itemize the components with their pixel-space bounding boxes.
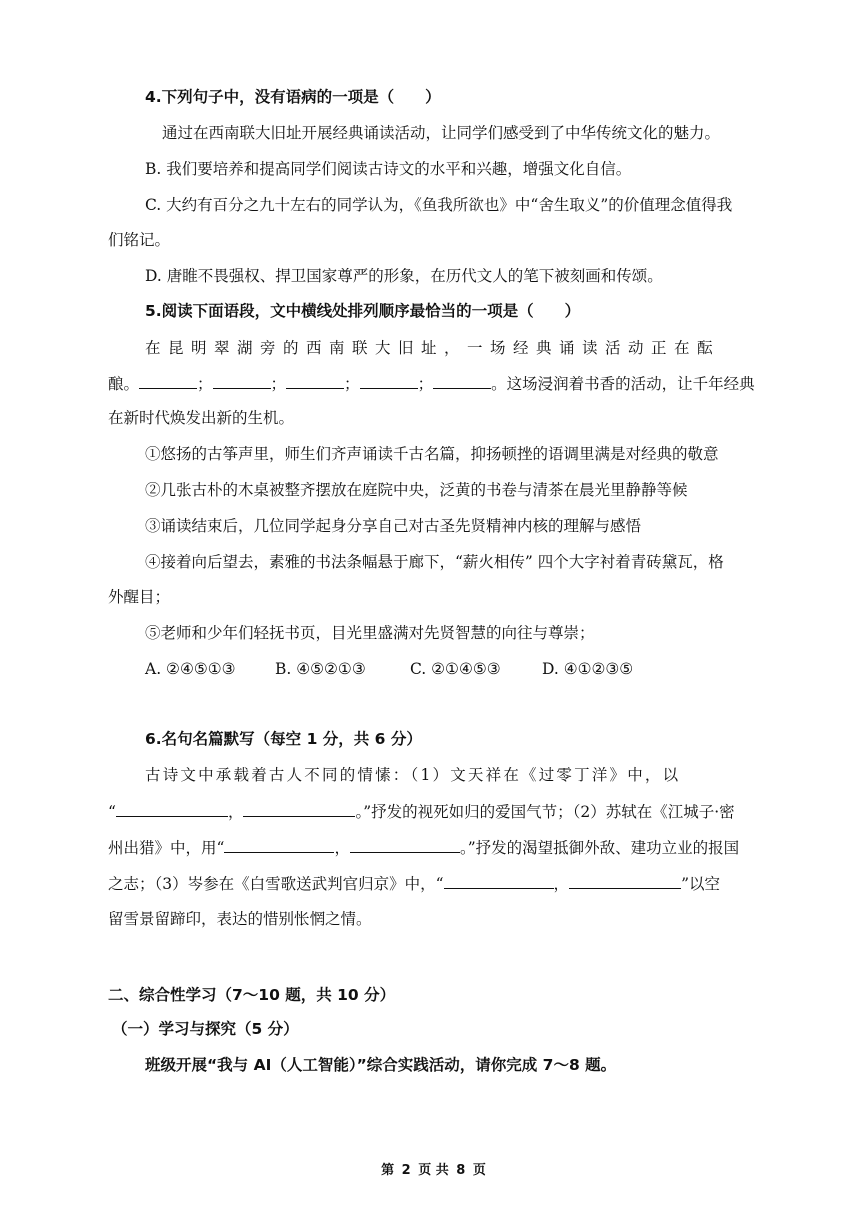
page-number: 2 [401, 1163, 411, 1178]
q4-option-c: C. 大约有百分之九十左右的同学认为，《鱼我所欲也》中“舍生取义”的价值理念值得我 [145, 196, 733, 214]
q6-text: 州出猎》中，用“ [108, 839, 225, 857]
blank-6-3[interactable] [224, 836, 334, 853]
q6-text: ， [553, 875, 570, 893]
q6-text: 之志；（3）岑参在《白雪歌送武判官归京》中，“ [108, 875, 444, 893]
blank-6-6[interactable] [569, 872, 681, 889]
separator: ； [417, 375, 434, 393]
q6-text: “ [108, 803, 116, 821]
q5-text: 。这场浸润着书香的活动，让千年经典 [491, 375, 755, 393]
separator: ； [270, 375, 287, 393]
q6-line4 [108, 872, 720, 895]
q6-text: 。”抒发的视死如归的爱国气节；（2）苏轼在《江城子·密 [355, 803, 735, 821]
q5-text: 酿。 [108, 375, 140, 393]
separator: ； [197, 375, 213, 393]
footer-text: 第 [381, 1163, 395, 1178]
q5-passage-line2 [108, 372, 755, 395]
q5-passage-line1: 在昆明翠湖旁的西南联大旧址，一场经典诵读活动正在酝 [145, 339, 721, 357]
total-pages: 8 [456, 1163, 466, 1178]
q6-line1: 古诗文中承载着古人不同的情愫：（1）文天祥在《过零丁洋》中，以 [145, 766, 681, 784]
q5-sentence-5: ⑤老师和少年们轻抚书页，目光里盛满对先贤智慧的向往与尊崇； [145, 624, 595, 642]
blank-3[interactable] [286, 372, 344, 389]
q5-sentence-4-cont: 外醒目； [108, 588, 171, 606]
section2-subtitle: （一）学习与探究（5 分） [112, 1020, 299, 1038]
section2-title: 二、综合性学习（7～10 题，共 10 分） [108, 986, 396, 1004]
q4-option-b: B. 我们要培养和提高同学们阅读古诗文的水平和兴趣，增强文化自信。 [145, 160, 632, 178]
blank-6-2[interactable] [243, 800, 355, 817]
footer-text: 页 共 [418, 1163, 449, 1178]
section2-intro: 班级开展“我与 AI（人工智能）”综合实践活动，请你完成 7～8 题。 [145, 1056, 617, 1074]
blank-1[interactable] [139, 372, 197, 389]
blank-4[interactable] [360, 372, 418, 389]
q5-sentence-2: ②几张古朴的木桌被整齐摆放在庭院中央，泛黄的书卷与清茶在晨光里静静等候 [145, 481, 688, 499]
blank-2[interactable] [213, 372, 271, 389]
blank-6-4[interactable] [350, 836, 460, 853]
q6-line5: 留雪景留蹄印，表达的惜别怅惘之情。 [108, 910, 372, 928]
q5-passage-line3: 在新时代焕发出新的生机。 [108, 409, 295, 427]
q5-stem: 5.阅读下面语段，文中横线处排列顺序最恰当的一项是（ ） [145, 302, 581, 320]
q4-option-d: D. 唐睢不畏强权、捍卫国家尊严的形象，在历代文人的笔下被刻画和传颂。 [145, 267, 663, 285]
q6-text: ， [334, 839, 350, 857]
q6-stem: 6.名句名篇默写（每空 1 分，共 6 分） [145, 730, 422, 748]
q4-stem: 4.下列句子中，没有语病的一项是（ ） [145, 88, 441, 106]
q4-option-a: 通过在西南联大旧址开展经典诵读活动，让同学们感受到了中华传统文化的魅力。 [162, 124, 721, 142]
page-footer [0, 1159, 867, 1178]
q5-option-a: A. ②④⑤①③ [145, 660, 236, 678]
q5-sentence-3: ③诵读结束后，几位同学起身分享自己对古圣先贤精神内核的理解与感悟 [145, 517, 642, 535]
q6-text: ， [227, 803, 244, 821]
q5-option-d: D. ④①②③⑤ [542, 660, 634, 678]
footer-text: 页 [472, 1163, 486, 1178]
separator: ； [344, 375, 360, 393]
q6-text: ”以空 [681, 875, 720, 893]
q4-option-c-cont: 们铭记。 [108, 231, 171, 249]
q5-sentence-1: ①悠扬的古筝声里，师生们齐声诵读千古名篇，抑扬顿挫的语调里满是对经典的敬意 [145, 445, 719, 463]
q6-text: 。”抒发的渴望抵御外敌、建功立业的报国 [459, 839, 740, 857]
q6-line2 [108, 800, 735, 823]
q5-sentence-4: ④接着向后望去，素雅的书法条幅悬于廊下，“薪火相传” 四个大字衬着青砖黛瓦，格 [145, 553, 724, 571]
q5-option-b: B. ④⑤②①③ [275, 660, 366, 678]
q6-line3 [108, 836, 739, 859]
q5-option-c: C. ②①④⑤③ [410, 660, 501, 678]
blank-5[interactable] [433, 372, 491, 389]
blank-6-1[interactable] [116, 800, 228, 817]
blank-6-5[interactable] [444, 872, 554, 889]
